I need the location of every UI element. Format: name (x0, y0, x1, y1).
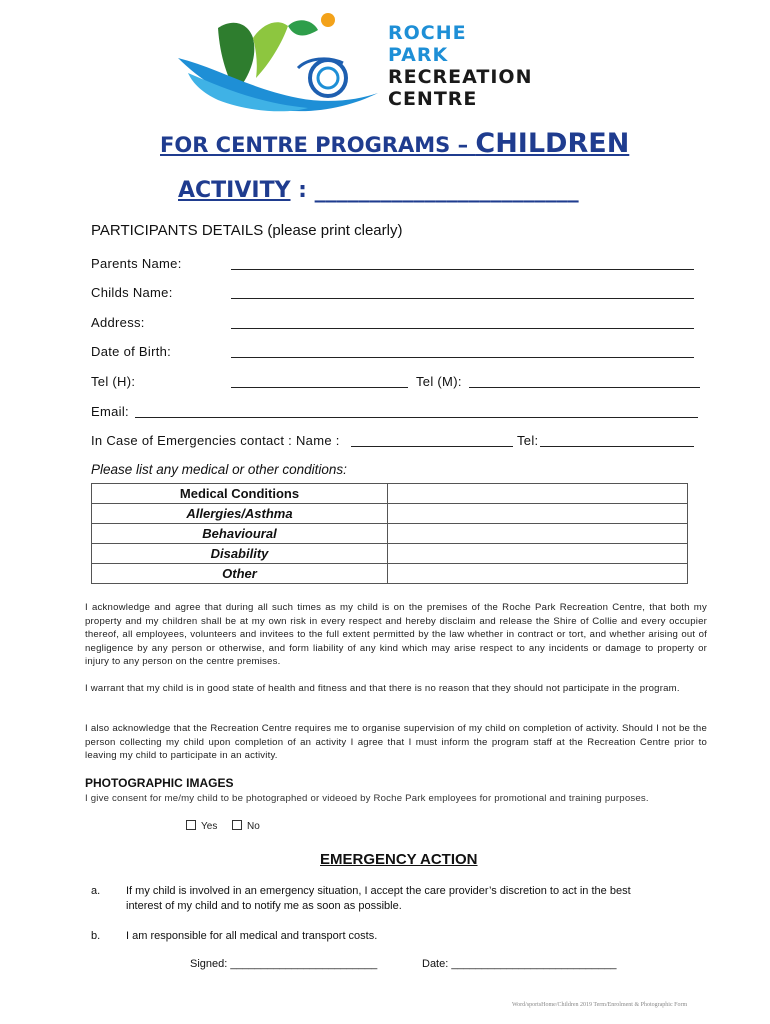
emergency-item-marker: b. (91, 930, 101, 942)
emergency-item-a (126, 884, 686, 914)
emergency-tel-label: Tel: (517, 433, 539, 448)
medical-row-label: Other (92, 564, 388, 584)
acknowledgement-paragraph: I acknowledge and agree that during all such times as my child is on the premises of the Roche Park Recreation Centre, that both my property and my children shall be at my own risk in every respect and hereby disclaim and release the Shire of Collie and every occupier thereof, all employees, volunteers and invitees to the full extent permitted by the law whether in contract or tort, and whether arising out of negligence by any person or otherwise, and form liability of any kind which may arise respect to any incidents or damage to property or injury to any person on the centre premises. (85, 602, 707, 667)
address-label: Address: (91, 315, 145, 330)
signed-field[interactable]: Signed: ________________________ (190, 958, 378, 970)
emergency-item-line: If my child is involved in an emergency situation, I accept the care provider’s discretion to act in the best (126, 885, 631, 897)
medical-row-label: Disability (92, 544, 388, 564)
photo-yes-option[interactable] (186, 820, 217, 832)
table-row (92, 544, 688, 564)
tel-h-label: Tel (H): (91, 374, 136, 389)
photo-consent-text: I give consent for me/my child to be photographed or videoed by Roche Park employees for promotional and training purposes. (85, 793, 649, 804)
medical-row-input[interactable] (388, 544, 688, 564)
dob-field[interactable] (231, 357, 694, 358)
form-title-part2: CHILDREN (475, 128, 630, 159)
yes-checkbox[interactable] (186, 820, 196, 830)
logo-line-3: RECREATION (388, 66, 533, 88)
logo (178, 8, 608, 118)
emergency-tel-field[interactable] (540, 446, 694, 447)
medical-row-label: Medical Conditions (92, 484, 388, 504)
email-label: Email: (91, 404, 129, 419)
activity-label: ACTIVITY (178, 178, 291, 203)
tel-m-field[interactable] (469, 387, 700, 388)
emergency-item-marker: a. (91, 885, 101, 897)
no-label: No (247, 821, 260, 832)
activity-title (178, 178, 579, 203)
childs-name-field[interactable] (231, 298, 694, 299)
yes-label: Yes (201, 821, 218, 832)
emergency-item-line: interest of my child and to notify me as soon as possible. (126, 900, 402, 912)
photo-heading: PHOTOGRAPHIC IMAGES (85, 776, 234, 790)
health-warranty-paragraph: I warrant that my child is in good state of health and fitness and that there is no reason that they should not participate in the program. (85, 683, 680, 694)
tel-m-label: Tel (M): (416, 374, 462, 389)
emergency-action-heading: EMERGENCY ACTION (320, 851, 478, 868)
medical-note: Please list any medical or other conditions: (91, 462, 347, 477)
form-title-part1: FOR CENTRE PROGRAMS – (160, 133, 476, 157)
address-field[interactable] (231, 328, 694, 329)
medical-row-input[interactable] (388, 484, 688, 504)
footer-text: Word/sportsHome/Children 2019 Term/Enrolment & Photographic Form (512, 1002, 688, 1008)
logo-line-2: PARK (388, 44, 449, 66)
activity-blank: : ________________________ (290, 178, 579, 203)
emergency-item-b (126, 929, 686, 944)
logo-graphic (178, 8, 378, 118)
logo-line-1: ROCHE (388, 22, 467, 44)
table-row (92, 504, 688, 524)
supervision-paragraph: I also acknowledge that the Recreation Centre requires me to organise supervision of my child on completion of activity. Should I not be the person collecting my child upon completion of an activity I agree that I must inform the program staff at the Recreation Centre prior to leaving my child to participate in an activity. (85, 723, 707, 761)
table-row (92, 524, 688, 544)
parents-name-field[interactable] (231, 269, 694, 270)
emergency-item-line: I am responsible for all medical and transport costs. (126, 930, 378, 942)
medical-row-label: Behavioural (92, 524, 388, 544)
form-title (160, 128, 640, 159)
medical-row-input[interactable] (388, 564, 688, 584)
parents-name-label: Parents Name: (91, 256, 182, 271)
table-row (92, 484, 688, 504)
photo-no-option[interactable] (232, 820, 260, 832)
medical-table (91, 483, 688, 584)
logo-line-4: CENTRE (388, 88, 478, 110)
tel-h-field[interactable] (231, 387, 408, 388)
date-field[interactable]: Date: ___________________________ (422, 958, 617, 970)
medical-row-input[interactable] (388, 524, 688, 544)
dob-label: Date of Birth: (91, 344, 172, 359)
medical-row-input[interactable] (388, 504, 688, 524)
participants-heading: PARTICIPANTS DETAILS (please print clearly) (91, 222, 403, 239)
medical-row-label: Allergies/Asthma (92, 504, 388, 524)
emergency-contact-label: In Case of Emergencies contact : Name : (91, 433, 340, 448)
no-checkbox[interactable] (232, 820, 242, 830)
table-row (92, 564, 688, 584)
email-field[interactable] (135, 417, 698, 418)
emergency-name-field[interactable] (351, 446, 513, 447)
childs-name-label: Childs Name: (91, 285, 173, 300)
